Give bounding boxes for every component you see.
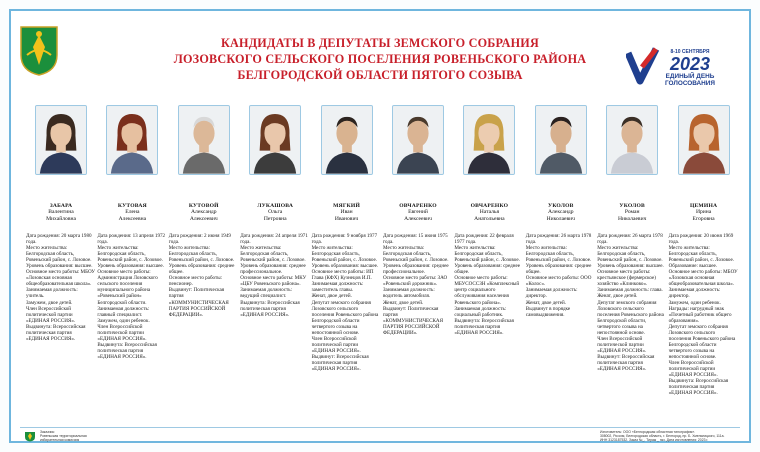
candidate-surname: УКОЛОВ: [619, 203, 645, 209]
bio-line: Занимаемая должность: учитель.: [26, 287, 78, 300]
bio-line: Дата рождения: 24 апреля 1971 года.: [240, 233, 308, 246]
candidate-photo: [35, 105, 87, 175]
candidate-photo: [606, 105, 658, 175]
footer-divider: [20, 427, 740, 428]
portrait-icon: [607, 106, 657, 174]
candidate-patronymic: Петровна: [263, 215, 287, 222]
bio-line: Уровень образования: высшее.: [97, 263, 164, 270]
election-line1: ЕДИНЫЙ ДЕНЬ: [665, 73, 715, 80]
candidate-bio: [239, 233, 311, 318]
bio-line: Занимаемая должность: директор.: [525, 287, 578, 300]
election-line2: ГОЛОСОВАНИЯ: [665, 80, 715, 87]
bio-line: Дата рождения: 20 июня 1969 года.: [668, 233, 734, 246]
bio-line: Занимаемая должность: заместитель главы.: [311, 281, 364, 294]
candidate-name: [596, 203, 668, 229]
bio-line: Основное место работы: ИП Глава (КФХ) Кузнецов И.П.: [311, 269, 374, 282]
title-line: ЛОЗОВСКОГО СЕЛЬСКОГО ПОСЕЛЕНИЯ РОВЕНЬСКОГО РАЙОНА: [173, 52, 587, 66]
bio-line: Депутат земского собрания Лозовского сельского поселения Ровеньского района Белгородской области, четвертого созыва на непостоянной основе.: [597, 299, 664, 336]
portrait-icon: [536, 106, 586, 174]
bio-line: Дата рождения: 2 июня 1949 года.: [168, 233, 231, 246]
candidate-first-name: Иван: [340, 209, 353, 216]
bio-line: Место жительства: Белгородская область, Ровеньский район, с. Лозовое.: [26, 245, 92, 264]
poster-title: [110, 35, 650, 83]
candidate-card: [668, 105, 740, 396]
bio-line: Место жительства: Белгородская область, Ровеньский район, с. Лозовое.: [668, 245, 735, 264]
coat-of-arms-icon: [19, 25, 59, 77]
candidate-name: [239, 203, 311, 229]
candidate-bio: [668, 233, 740, 396]
candidate-patronymic: Николаевич: [617, 215, 647, 222]
candidate-bio: [168, 233, 240, 318]
bio-line: Занимаемая должность: главный специалист.: [97, 305, 150, 318]
bio-line: Дата рождения: 13 апреля 1972 года.: [97, 233, 166, 246]
candidate-card: [382, 105, 454, 336]
candidate-bio: [96, 233, 168, 360]
bio-line: Дата рождения: 26 марта 1978 года.: [597, 233, 663, 246]
candidate-name: [668, 203, 740, 229]
portrait-icon: [393, 106, 443, 174]
candidate-first-name: Елена: [125, 209, 140, 216]
bio-line: Основное место работы: пенсионер.: [168, 275, 223, 288]
bio-line: Образование: высшее.: [668, 263, 718, 270]
footer-line: Изготовитель: ООО «Белгородская областная типография».: [600, 430, 696, 434]
candidate-bio: [525, 233, 597, 318]
bio-line: Уровень образования: среднее общее.: [525, 263, 592, 276]
candidate-patronymic: Николаевич: [546, 215, 575, 222]
bio-line: Основное место работы: ЗАО «Ровеньский дорожник».: [383, 275, 448, 288]
portrait-icon: [36, 106, 86, 174]
bio-line: Основное место работы: МБОУ «Лозовская основная общеобразовательная школа».: [26, 269, 95, 288]
candidate-bio: [25, 233, 97, 342]
bio-line: Выдвинута: Всероссийская политическая партия «ЕДИНАЯ РОССИЯ».: [668, 378, 729, 397]
bio-line: Уровень образования: среднее профессиональное.: [240, 263, 306, 276]
bio-line: Основное место работы: ООО «Колос».: [525, 275, 592, 288]
bio-line: Женат, двое детей.: [525, 299, 567, 306]
bio-line: Член Всероссийской политической партии «ЕДИНАЯ РОССИЯ».: [26, 305, 76, 324]
bio-line: Выдвинута: Всероссийская политическая партия «ЕДИНАЯ РОССИЯ».: [240, 299, 300, 318]
bio-line: Выдвинут: Политическая партия «КОММУНИСТИЧЕСКАЯ ПАРТИЯ РОССИЙСКОЙ ФЕДЕРАЦИИ».: [383, 305, 443, 336]
candidate-patronymic: Егоровна: [692, 215, 715, 222]
candidate-name: [25, 203, 97, 229]
bio-line: Занимаемая должность: социальный работник.: [454, 305, 507, 318]
portrait-icon: [107, 106, 157, 174]
candidate-first-name: Александр: [548, 209, 574, 216]
footer-line: избирательная комиссия: [40, 438, 80, 442]
candidate-card: [453, 105, 525, 336]
bio-line: Место жительства: Белгородская область, Ровеньский район, с. Лозовое.: [454, 245, 520, 264]
candidate-patronymic: Алексеевич: [189, 215, 218, 222]
bio-line: Уровень образования: высшее.: [311, 263, 379, 270]
footer-customer: [40, 430, 87, 442]
bio-line: Член Всероссийской политической партии «ЕДИНАЯ РОССИЯ».: [97, 323, 147, 342]
bio-line: Место жительства: Белгородская область, Ровеньский район, с. Лозовое.: [525, 245, 592, 264]
candidate-photo: [178, 105, 230, 175]
bio-line: Член Всероссийской политической партии «ЕДИНАЯ РОССИЯ».: [597, 335, 647, 354]
bio-line: Дата рождения: 15 июня 1975 года.: [383, 233, 448, 246]
candidate-card: [25, 105, 97, 342]
bio-line: Занимаемая должность: директор.: [668, 287, 721, 300]
bio-line: Член Всероссийской политической партии «ЕДИНАЯ РОССИЯ».: [311, 335, 361, 354]
title-line: БЕЛГОРОДСКОЙ ОБЛАСТИ ПЯТОГО СОЗЫВА: [237, 68, 523, 82]
candidate-patronymic: Алексеевна: [118, 215, 147, 222]
footer-coat-icon: [24, 431, 36, 442]
bio-line: Место жительства: Белгородская область, Ровеньский район, с. Лозовое.: [383, 245, 449, 264]
bio-line: Основное место работы: Администрация Лозовского сельского поселения муниципального района «Ровеньский район» Белгородской области.: [97, 269, 158, 306]
candidate-name: [382, 203, 454, 229]
candidate-first-name: Ирина: [695, 209, 712, 216]
candidate-name: [168, 203, 240, 229]
candidate-patronymic: Иванович: [334, 215, 359, 222]
bio-line: Выдвинут: Политическая партия «КОММУНИСТИЧЕСКАЯ ПАРТИЯ РОССИЙСКОЙ ФЕДЕРАЦИИ».: [168, 287, 229, 318]
bio-line: Уровень образования: среднее профессиональное.: [383, 263, 449, 276]
bio-line: Дата рождения: 22 февраля 1977 года.: [454, 233, 514, 246]
candidate-bio: [596, 233, 668, 372]
bio-line: Депутат земского собрания Лозовского сельского поселения Ровеньского района Белгородской области четвертого созыва на непостоянной основе.: [668, 323, 736, 360]
candidate-card: [168, 105, 240, 318]
bio-line: Основное место работы: крестьянское (фермерское) хозяйство «Клинково».: [597, 269, 656, 288]
candidate-photo: [392, 105, 444, 175]
candidate-card: [596, 105, 668, 372]
candidate-patronymic: Анатольевна: [474, 215, 505, 222]
bio-line: Женат, двое детей.: [311, 293, 352, 300]
candidate-card: [239, 105, 311, 318]
candidate-surname: МЯГКИЙ: [333, 203, 361, 209]
candidate-first-name: Евгений: [408, 209, 428, 216]
bio-line: Место жительства: Белгородская область, Ровеньский район, с. Лозовое.: [240, 245, 306, 264]
candidate-surname: УКОЛОВ: [548, 203, 574, 209]
candidate-photo: [678, 105, 730, 175]
bio-line: Выдвинут: Всероссийская политическая партия «ЕДИНАЯ РОССИЯ».: [311, 353, 369, 373]
candidate-surname: КУТОВОЙ: [188, 203, 219, 209]
portrait-icon: [679, 106, 729, 174]
bio-line: Замужем, один ребенок.: [668, 299, 721, 306]
candidate-bio: [311, 233, 383, 372]
candidate-card: [525, 105, 597, 318]
footer-line: ИНН 3123187532. Заказ №_. Тираж _ экз. Дата изготовления: 2023 г.: [600, 438, 709, 442]
bio-line: Женат, двое детей.: [597, 293, 638, 300]
bio-line: Занимаемая должность: водитель автомобиля.: [383, 287, 435, 300]
candidate-surname: ЦЕМИНА: [689, 203, 718, 209]
bio-line: Занимаемая должность: ведущий специалист.: [240, 287, 292, 300]
bio-line: Депутат земского собрания Лозовского сельского поселения Ровеньского района Белгородской области четвертого созыва на непостоянной основе.: [311, 299, 379, 336]
bio-line: Выдвинута: Всероссийская политическая партия «ЕДИНАЯ РОССИЯ».: [454, 317, 514, 336]
bio-line: Награды: нагрудный знак «Почетный работник общего образования».: [668, 305, 732, 324]
candidate-name: [311, 203, 383, 229]
election-day-logo: [626, 45, 724, 89]
bio-line: Член Всероссийской политической партии «ЕДИНАЯ РОССИЯ».: [668, 359, 718, 379]
bio-line: Уровень образования: среднее общее.: [168, 263, 235, 276]
candidate-card: [311, 105, 383, 372]
candidate-bio: [453, 233, 525, 336]
candidate-photo: [106, 105, 158, 175]
candidate-photo: [463, 105, 515, 175]
candidate-name: [525, 203, 597, 229]
bio-line: Основное место работы: МБОУ «Лозовская основная общеобразовательная школа».: [668, 269, 738, 288]
candidate-photo: [535, 105, 587, 175]
candidate-name: [453, 203, 525, 229]
bio-line: Уровень образования: среднее общее.: [454, 263, 520, 276]
portrait-icon: [250, 106, 300, 174]
candidate-photo: [249, 105, 301, 175]
bio-line: Дата рождения: 26 марта 1978 года.: [525, 233, 592, 246]
footer-printer: [600, 430, 740, 442]
portrait-icon: [464, 106, 514, 174]
candidate-patronymic: Алексеевич: [404, 215, 432, 222]
candidate-name: [96, 203, 168, 229]
candidate-photo: [321, 105, 373, 175]
bio-line: Место жительства: Белгородская область, Ровеньский район, с. Лозовое.: [168, 245, 235, 264]
candidate-patronymic: Михайловна: [46, 215, 76, 222]
candidate-surname: ОВЧАРЕНКО: [470, 203, 509, 209]
bio-line: Выдвинут: Всероссийская политическая партия «ЕДИНАЯ РОССИЯ».: [597, 353, 655, 373]
candidate-bio: [382, 233, 454, 336]
bio-line: Выдвинута: Всероссийская политическая партия «ЕДИНАЯ РОССИЯ».: [97, 341, 157, 360]
portrait-icon: [322, 106, 372, 174]
bio-line: Замужем, один ребенок.: [97, 317, 150, 324]
bio-line: Уровень образования: высшее.: [26, 263, 93, 270]
bio-line: Основное место работы: МБУСОССЗН «Комплексный центр социального обслуживания населения Ровеньского района».: [454, 275, 520, 306]
bio-line: Замужем, двое детей.: [26, 299, 73, 306]
bio-line: Выдвинута: Всероссийская политическая партия «ЕДИНАЯ РОССИЯ».: [26, 323, 86, 342]
candidate-first-name: Наталья: [479, 209, 500, 216]
candidate-first-name: Ольга: [268, 209, 283, 216]
candidate-surname: ОВЧАРЕНКО: [399, 203, 437, 209]
portrait-icon: [179, 106, 229, 174]
bio-line: Место жительства: Белгородская область, Ровеньский район, с. Лозовое.: [311, 245, 378, 264]
bio-line: Уровень образования: высшее.: [597, 263, 664, 270]
footer-line: Заказчик:: [40, 430, 55, 434]
candidate-surname: КУТОВАЯ: [117, 203, 147, 209]
bio-line: Место жительства: Белгородская область, Ровеньский район, с. Лозовое.: [597, 245, 663, 264]
bio-line: Дата рождения: 9 ноября 1977 года.: [311, 233, 378, 246]
footer-line: Ровеньская территориальная: [40, 434, 87, 438]
bio-line: Выдвинут в порядке самовыдвижения.: [525, 305, 571, 318]
bio-line: Женат, двое детей.: [383, 299, 424, 306]
candidate-surname: ЛУКАШОВА: [257, 203, 294, 209]
candidate-first-name: Александр: [191, 209, 217, 216]
election-year: 2023: [669, 54, 711, 74]
bio-line: Занимаемая должность: глава.: [597, 287, 663, 294]
candidate-card: [96, 105, 168, 360]
title-line: КАНДИДАТЫ В ДЕПУТАТЫ ЗЕМСКОГО СОБРАНИЯ: [221, 36, 539, 50]
candidate-first-name: Роман: [624, 209, 640, 216]
bio-line: Основное место работы: МКУ «ЦБУ Ровеньского района».: [240, 275, 307, 288]
candidate-surname: ЗАБАРА: [49, 203, 73, 209]
candidate-first-name: Валентина: [48, 209, 74, 216]
bio-line: Место жительства: Белгородская область, Ровеньский район, с. Лозовое.: [97, 245, 163, 264]
footer-line: 308002, Россия, Белгородская область, г. Белгород, пр. Б. Хмельницкого, 111а.: [600, 434, 725, 438]
election-date: 8-10 СЕНТЯБРЯ: [670, 49, 710, 55]
bio-line: Дата рождения: 20 марта 1980 года.: [26, 233, 92, 246]
